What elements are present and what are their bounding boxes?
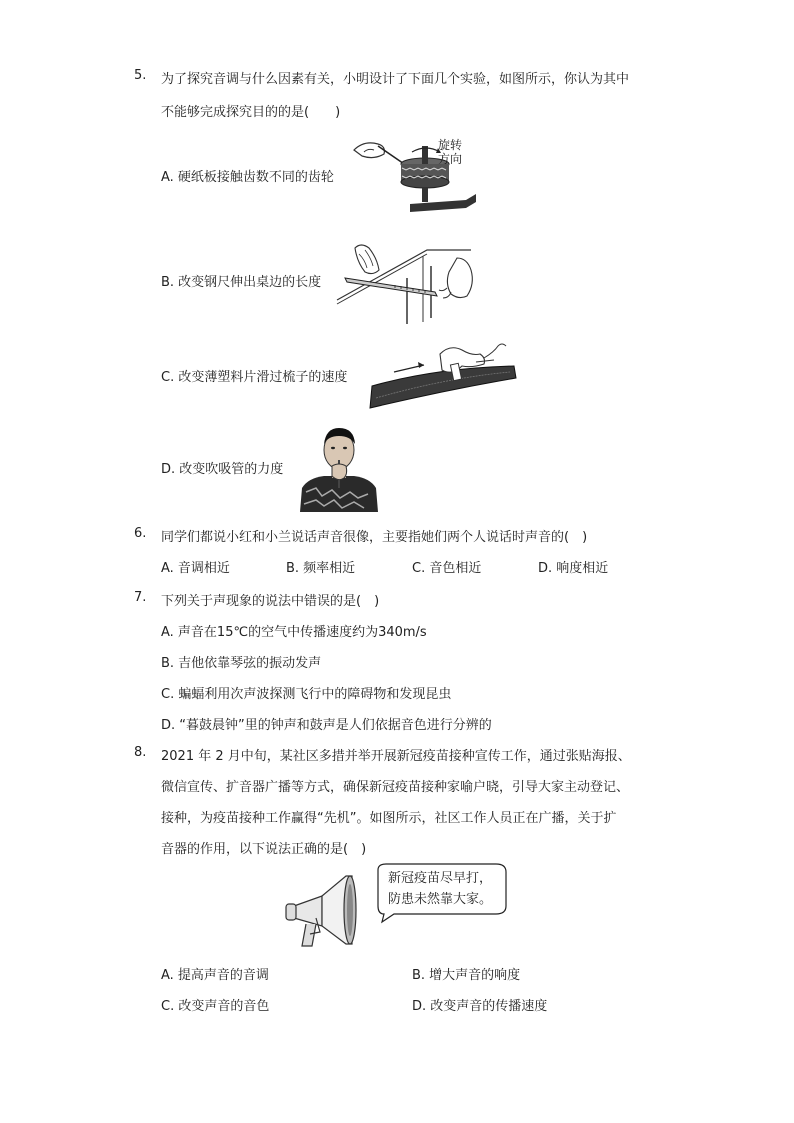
q8-option-b[interactable]: B. 增大声音的响度 xyxy=(412,968,521,983)
q8-option-d[interactable]: D. 改变声音的传播速度 xyxy=(412,999,548,1014)
q8-option-c[interactable]: C. 改变声音的音色 xyxy=(161,999,270,1014)
q7-option-b[interactable]: B. 吉他依靠琴弦的振动发声 xyxy=(161,656,322,671)
gear-caption-direction: 方向 xyxy=(438,152,463,166)
q5-option-b[interactable]: B. 改变钢尺伸出桌边的长度 xyxy=(161,275,322,290)
question-6-number: 6. xyxy=(134,526,147,541)
q7-option-a[interactable]: A. 声音在15℃的空气中传播速度约为340m/s xyxy=(161,625,427,640)
question-8-number: 8. xyxy=(134,745,147,760)
q6-option-d[interactable]: D. 响度相近 xyxy=(538,561,609,576)
gear-caption-rotate: 旋转 xyxy=(438,138,463,152)
q5-option-d[interactable]: D. 改变吹吸管的力度 xyxy=(161,462,284,477)
question-5-number: 5. xyxy=(134,68,147,83)
question-7-stem: 下列关于声现象的说法中错误的是( ) xyxy=(161,594,380,609)
question-8-stem-line-4: 音器的作用，以下说法正确的是( ) xyxy=(161,842,367,857)
question-8-stem-line-3: 接种，为疫苗接种工作赢得“先机”。如图所示，社区工作人员正在广播，关于扩 xyxy=(161,811,617,826)
comb-experiment-figure xyxy=(366,338,522,410)
q5-option-c[interactable]: C. 改变薄塑料片滑过梳子的速度 xyxy=(161,370,348,385)
question-8-stem-line-1: 2021 年 2 月中旬，某社区多措并举开展新冠疫苗接种宣传工作，通过张贴海报、 xyxy=(161,749,631,764)
question-8-stem-line-2: 微信宣传、扩音器广播等方式，确保新冠疫苗接种家喻户晓，引导大家主动登记、 xyxy=(161,780,630,795)
boy-blowing-straw-figure xyxy=(298,422,380,512)
speech-bubble-line-1: 新冠疫苗尽早打， xyxy=(388,871,493,886)
q6-option-c[interactable]: C. 音色相近 xyxy=(412,561,482,576)
q6-option-a[interactable]: A. 音调相近 xyxy=(161,561,230,576)
q5-option-a[interactable]: A. 硬纸板接触齿数不同的齿轮 xyxy=(161,170,334,185)
question-7-number: 7. xyxy=(134,590,147,605)
question-5-stem-line-2: 不能够完成探究目的的是( ) xyxy=(161,105,341,120)
q8-option-a[interactable]: A. 提高声音的音调 xyxy=(161,968,269,983)
q7-option-d[interactable]: D. “暮鼓晨钟”里的钟声和鼓声是人们依据音色进行分辨的 xyxy=(161,718,492,733)
ruler-experiment-figure xyxy=(335,238,485,328)
q6-option-b[interactable]: B. 频率相近 xyxy=(286,561,356,576)
question-6-stem: 同学们都说小红和小兰说话声音很像，主要指她们两个人说话时声音的( ) xyxy=(161,530,588,545)
speech-bubble-line-2: 防患未然靠大家。 xyxy=(388,892,493,907)
q7-option-c[interactable]: C. 蝙蝠利用次声波探测飞行中的障碍物和发现昆虫 xyxy=(161,687,452,702)
question-5-stem-line-1: 为了探究音调与什么因素有关，小明设计了下面几个实验，如图所示，你认为其中 xyxy=(161,72,630,87)
